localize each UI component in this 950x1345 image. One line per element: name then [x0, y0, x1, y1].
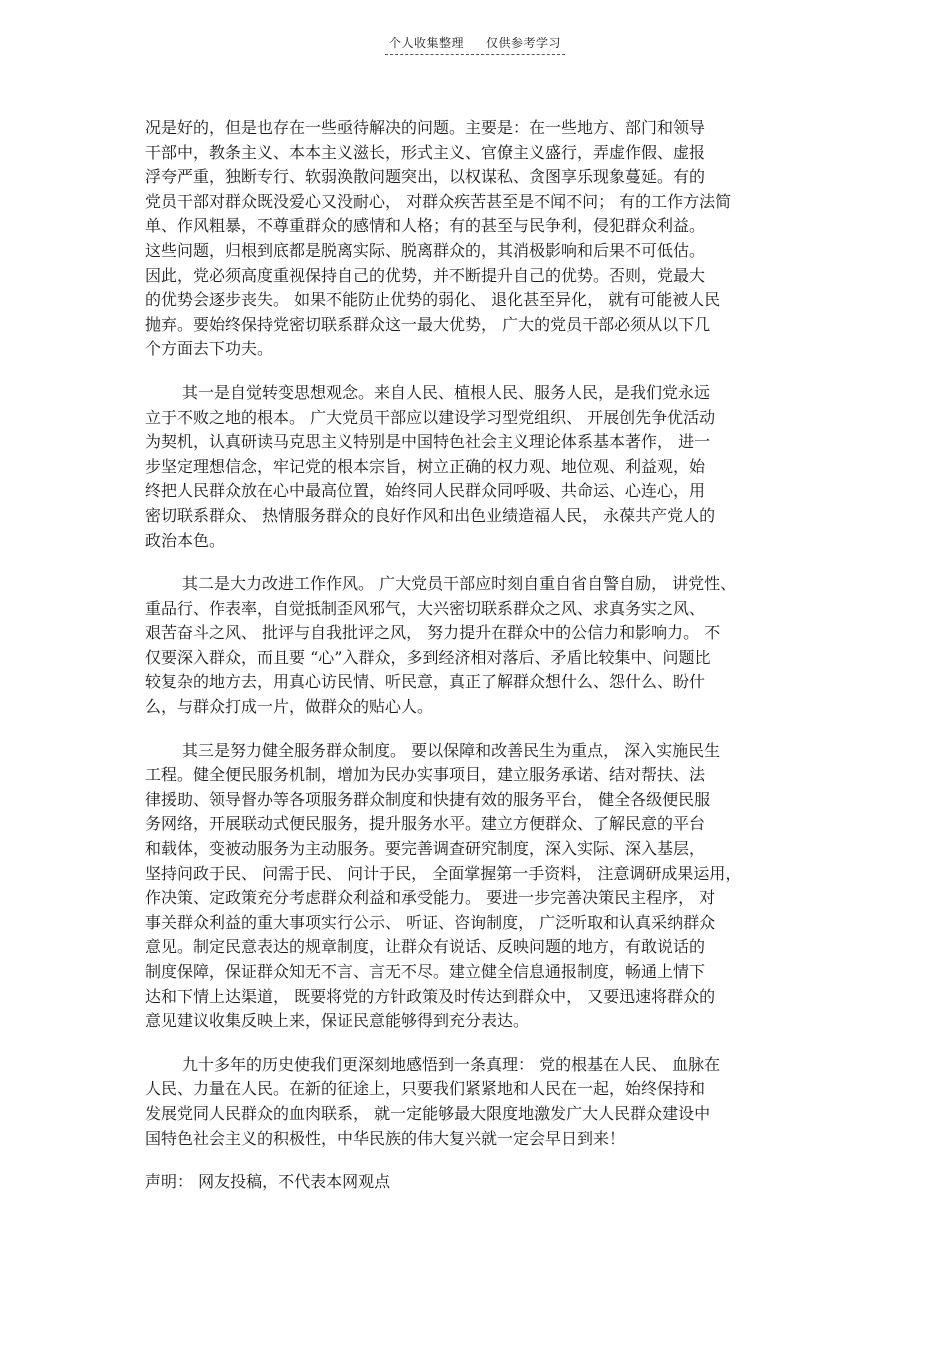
paragraph-line: 工程。健全便民服务机制，增加为民办实事项目，建立服务承诺、结对帮扶、法	[145, 765, 706, 785]
paragraph-line: 干部中，教条主义、本本主义滋长，形式主义、官僚主义盛行，弄虚作假、虚报	[145, 142, 706, 162]
paragraph-line: 抛弃。要始终保持党密切联系群众这一最大优势， 广大的党员干部必须从以下几	[145, 314, 711, 334]
paragraph-line: 意见建议收集反映上来，保证民意能够得到充分表达。	[145, 1011, 530, 1031]
paragraph-line: 为契机，认真研读马克思主义特别是中国特色社会主义理论体系基本著作， 进一	[145, 432, 711, 452]
paragraph-line: 的优势会逐步丧失。 如果不能防止优势的弱化、 退化甚至异化， 就有可能被人民	[145, 290, 721, 310]
header-left-text: 个人收集整理	[388, 36, 464, 50]
paragraph-line: 立于不败之地的根本。 广大党员干部应以建设学习型党组织、 开展创先争优活动	[145, 407, 716, 427]
paragraph-line: 律援助、领导督办等各项服务群众制度和快捷有效的服务平台， 健全各级便民服	[145, 789, 711, 809]
paragraph-line: 么，与群众打成一片，做群众的贴心人。	[145, 697, 434, 717]
paragraph-line: 这些问题，归根到底都是脱离实际、脱离群众的，其消极影响和后果不可低估。	[145, 240, 706, 260]
paragraph-line: 九十多年的历史使我们更深刻地感悟到一条真理： 党的根基在人民、 血脉在	[182, 1054, 721, 1074]
paragraph-line: 较复杂的地方去，用真心访民情、听民意，真正了解群众想什么、怨什么、盼什	[145, 672, 706, 692]
declaration-text: 声明： 网友投稿，不代表本网观点	[145, 1172, 391, 1192]
header-right-text: 仅供参考学习	[486, 36, 562, 50]
paragraph-line: 其一是自觉转变思想观念。来自人民、植根人民、服务人民，是我们党永远	[182, 382, 711, 402]
paragraph-line: 单、作风粗暴，不尊重群众的感情和人格；有的甚至与民争利，侵犯群众利益。	[145, 216, 706, 236]
paragraph-line: 事关群众利益的重大事项实行公示、 听证、咨询制度， 广泛听取和认真采纳群众	[145, 912, 716, 932]
page-header	[0, 34, 950, 55]
paragraph	[145, 1053, 807, 1151]
paragraph-line: 国特色社会主义的积极性，中华民族的伟大复兴就一定会早日到来！	[145, 1128, 626, 1148]
document-body	[145, 116, 807, 1195]
paragraph	[145, 381, 807, 553]
paragraph-line: 况是好的，但是也存在一些亟待解决的问题。主要是：在一些地方、部门和领导	[145, 118, 706, 137]
paragraph-line: 作决策、定政策充分考虑群众利益和承受能力。 要进一步完善决策民主程序， 对	[145, 888, 716, 908]
paragraph-line: 其二是大力改进工作作风。 广大党员干部应时刻自重自省自警自励， 讲党性、	[182, 574, 737, 594]
paragraph-line: 因此，党必须高度重视保持自己的优势，并不断提升自己的优势。否则，党最大	[145, 265, 706, 285]
paragraph	[145, 739, 807, 1034]
paragraph-line: 政治本色。	[145, 530, 226, 550]
paragraph-line: 党员干部对群众既没爱心又没耐心， 对群众疾苦甚至是不闻不问； 有的工作方法简	[145, 191, 732, 211]
paragraph-line: 浮夸严重，独断专行、软弱涣散问题突出，以权谋私、贪图享乐现象蔓延。有的	[145, 167, 706, 187]
paragraph-line: 重品行、作表率，自觉抵制歪风邪气，大兴密切联系群众之风、求真务实之风、	[145, 598, 706, 618]
paragraph-line: 仅要深入群众，而且要 “心”入群众，多到经济相对落后、矛盾比较集中、问题比	[145, 647, 711, 667]
paragraph-line: 人民、力量在人民。在新的征途上，只要我们紧紧地和人民在一起，始终保持和	[145, 1079, 706, 1099]
paragraph-line: 制度保障，保证群众知无不言、言无不尽。建立健全信息通报制度，畅通上情下	[145, 962, 706, 981]
paragraph-line: 务网络，开展联动式便民服务，提升服务水平。建立方便群众、了解民意的平台	[145, 814, 706, 834]
page-header-rule	[385, 34, 565, 55]
paragraph-line: 发展党同人民群众的血肉联系， 就一定能够最大限度地激发广大人民群众建设中	[145, 1103, 711, 1123]
paragraph-line: 终把人民群众放在心中最高位置，始终同人民群众同呼吸、共命运、心连心，用	[145, 481, 706, 501]
paragraph-line: 意见。制定民意表达的规章制度，让群众有说话、反映问题的地方，有敢说话的	[145, 937, 706, 957]
paragraph-line: 密切联系群众、 热情服务群众的良好作风和出色业绩造福人民， 永葆共产党人的	[145, 505, 716, 525]
paragraph	[145, 116, 807, 362]
paragraph-line: 步坚定理想信念，牢记党的根本宗旨，树立正确的权力观、地位观、利益观，始	[145, 456, 706, 476]
paragraph-line: 达和下情上达渠道， 既要将党的方针政策及时传达到群众中， 又要迅速将群众的	[145, 986, 716, 1006]
paragraph-line: 艰苦奋斗之风、 批评与自我批评之风， 努力提升在群众中的公信力和影响力。 不	[145, 623, 721, 643]
paragraph-line: 坚持问政于民、 问需于民、 问计于民， 全面掌握第一手资料， 注意调研成果运用，	[145, 863, 742, 883]
paragraph-line: 和载体，变被动服务为主动服务。要完善调查研究制度，深入实际、深入基层，	[145, 839, 706, 859]
paragraph-line: 其三是努力健全服务群众制度。 要以保障和改善民生为重点， 深入实施民生	[182, 740, 721, 760]
paragraph-line: 个方面去下功夫。	[145, 339, 274, 359]
paragraph	[145, 572, 807, 720]
